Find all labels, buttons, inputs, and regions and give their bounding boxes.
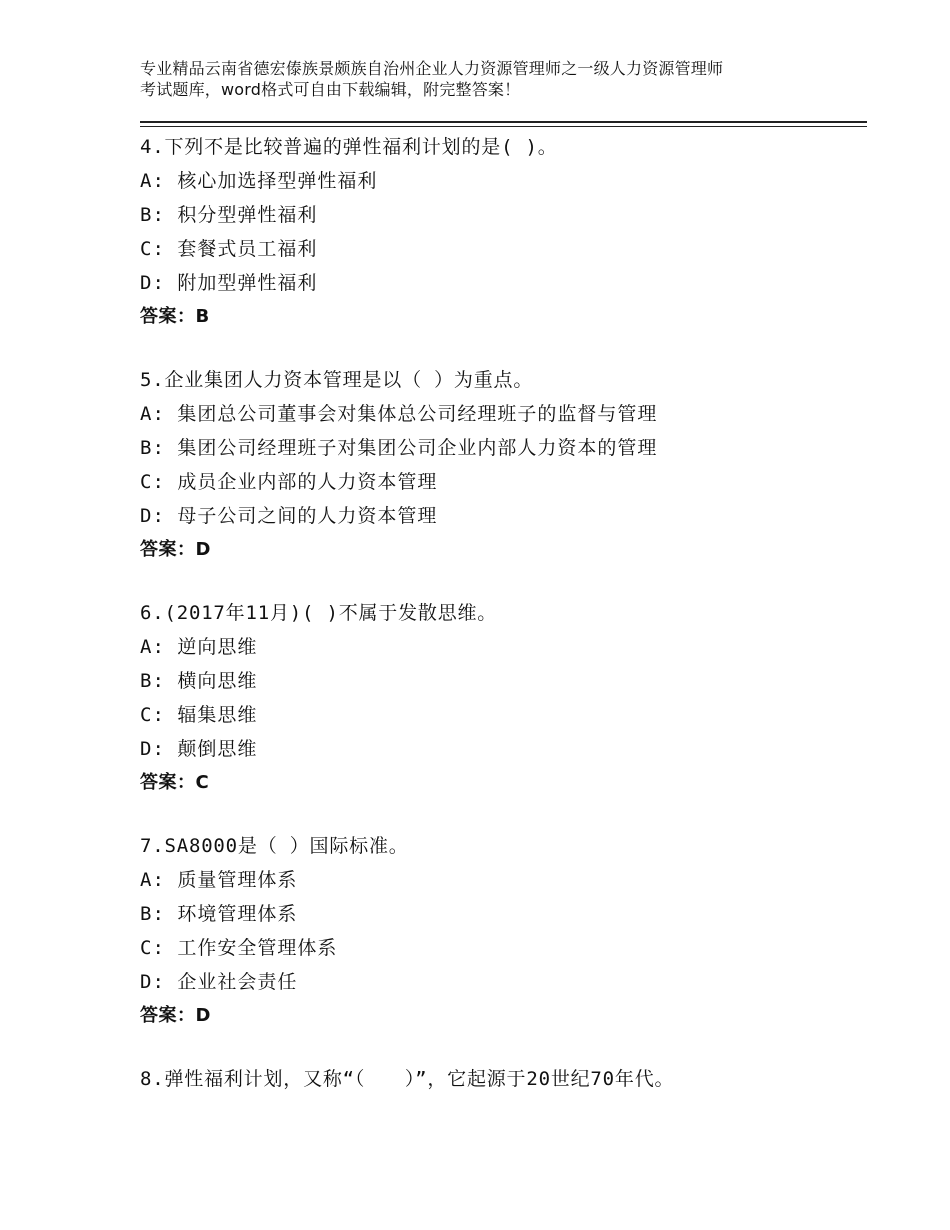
option-b: B: 环境管理体系 bbox=[140, 903, 298, 925]
option-b: B: 横向思维 bbox=[140, 670, 258, 692]
question-stem: 8.弹性福利计划，又称“（ ）”，它起源于20世纪70年代。 bbox=[140, 1068, 675, 1090]
option-b: B: 集团公司经理班子对集团公司企业内部人力资本的管理 bbox=[140, 437, 658, 459]
option-d: D: 企业社会责任 bbox=[140, 971, 298, 993]
answer-label: 答案：C bbox=[140, 772, 210, 793]
header-line-2: 考试题库，word格式可自由下载编辑，附完整答案！ bbox=[140, 80, 521, 99]
header-divider-thick bbox=[140, 121, 867, 123]
question-4 bbox=[140, 130, 860, 334]
option-d: D: 附加型弹性福利 bbox=[140, 272, 318, 294]
option-a: A: 逆向思维 bbox=[140, 636, 258, 658]
option-c: C: 套餐式员工福利 bbox=[140, 238, 318, 260]
question-stem: 7.SA8000是（ ）国际标准。 bbox=[140, 835, 409, 857]
question-list bbox=[140, 130, 860, 1125]
option-a: A: 核心加选择型弹性福利 bbox=[140, 170, 378, 192]
option-b: B: 积分型弹性福利 bbox=[140, 204, 318, 226]
header-divider-thin bbox=[140, 126, 867, 127]
question-5 bbox=[140, 363, 860, 567]
question-stem: 5.企业集团人力资本管理是以（ ）为重点。 bbox=[140, 369, 534, 391]
answer-label: 答案：D bbox=[140, 539, 211, 560]
option-a: A: 集团总公司董事会对集体总公司经理班子的监督与管理 bbox=[140, 403, 658, 425]
question-7 bbox=[140, 829, 860, 1033]
question-6 bbox=[140, 596, 860, 800]
option-d: D: 母子公司之间的人力资本管理 bbox=[140, 505, 438, 527]
document-header bbox=[140, 58, 830, 100]
answer-label: 答案：D bbox=[140, 1005, 211, 1026]
option-c: C: 辐集思维 bbox=[140, 704, 258, 726]
question-stem: 4.下列不是比较普遍的弹性福利计划的是( )。 bbox=[140, 136, 558, 158]
answer-label: 答案：B bbox=[140, 306, 210, 327]
question-8 bbox=[140, 1062, 860, 1096]
option-c: C: 成员企业内部的人力资本管理 bbox=[140, 471, 438, 493]
option-a: A: 质量管理体系 bbox=[140, 869, 298, 891]
option-d: D: 颠倒思维 bbox=[140, 738, 258, 760]
option-c: C: 工作安全管理体系 bbox=[140, 937, 338, 959]
question-stem: 6.(2017年11月)( )不属于发散思维。 bbox=[140, 602, 498, 624]
header-line-1: 专业精品云南省德宏傣族景颇族自治州企业人力资源管理师之一级人力资源管理师 bbox=[140, 59, 724, 78]
